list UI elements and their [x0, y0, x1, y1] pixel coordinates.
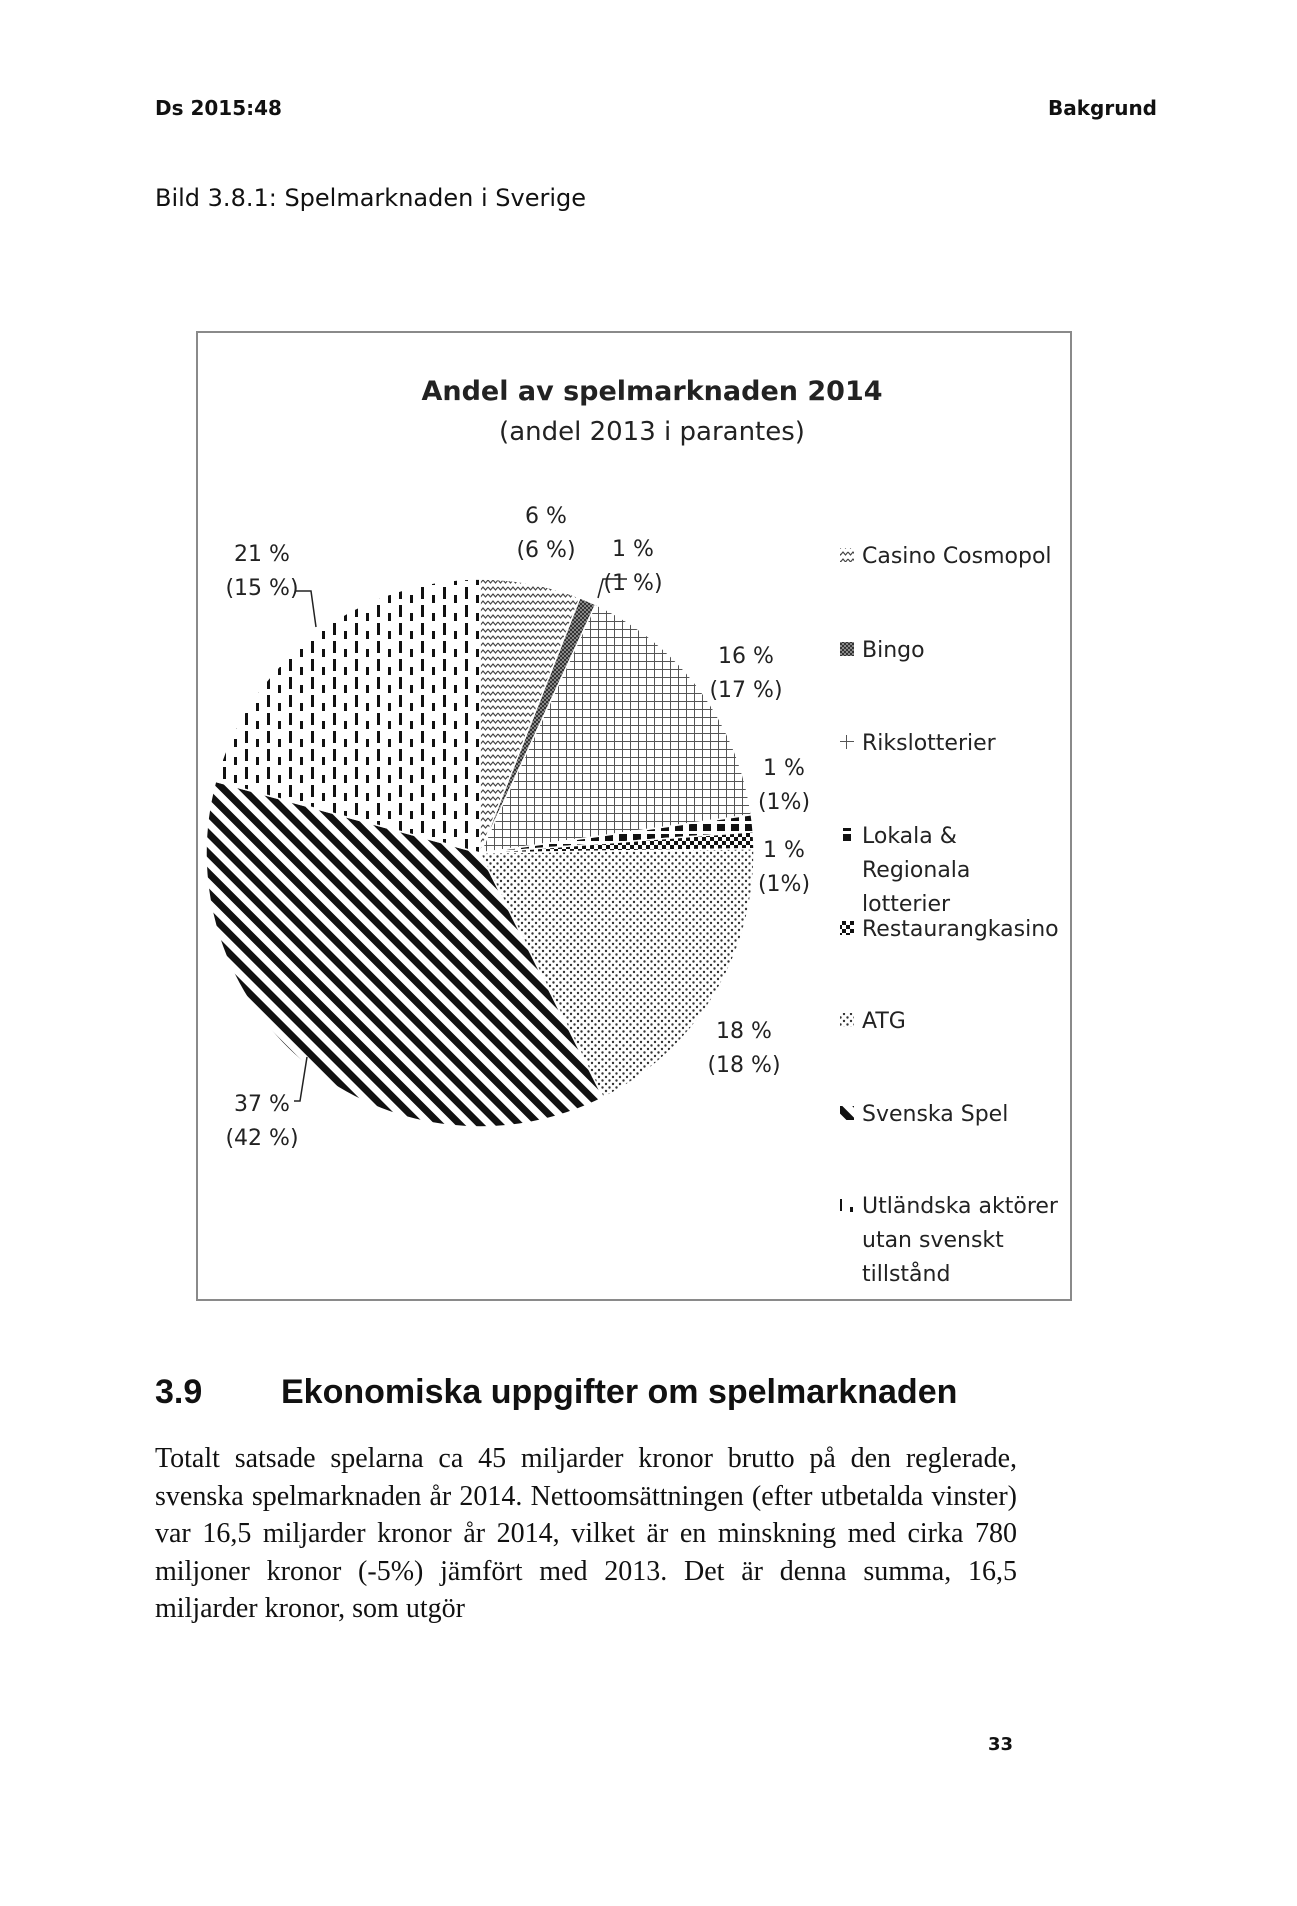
- data-label-2013-atg: (18 %): [707, 1053, 781, 1078]
- data-label-2014-svenska-spel: 37 %: [234, 1092, 290, 1117]
- legend-label-utlandska-aktorer-utan-svenskt-tillstand-line-3: tillstånd: [862, 1262, 951, 1287]
- running-header-right: Bakgrund: [1047, 96, 1157, 120]
- data-label-2014-utlandska-aktorer-utan-svenskt-tillstand: 21 %: [234, 542, 290, 567]
- data-label-2014-lokala-and-regionala-lotterier: 1 %: [763, 756, 805, 781]
- page-number: 33: [988, 1734, 1014, 1755]
- legend-swatch-lokala-and-regionala-lotterier: [840, 828, 854, 842]
- chart-title: Andel av spelmarknaden 2014: [421, 376, 883, 407]
- legend-swatch-atg: [840, 1013, 854, 1027]
- section-number: 3.9: [155, 1373, 203, 1411]
- pie-chart: [198, 333, 1070, 1299]
- data-label-2014-bingo: 1 %: [612, 537, 654, 562]
- data-label-2014-restaurangkasino: 1 %: [763, 838, 805, 863]
- legend-label-lokala-and-regionala-lotterier-line-2: Regionala: [862, 858, 971, 883]
- legend-swatch-bingo: [840, 642, 854, 656]
- legend-swatch-restaurangkasino: [840, 921, 854, 935]
- data-label-2013-casino-cosmopol: (6 %): [516, 538, 576, 563]
- legend-label-atg: ATG: [862, 1009, 906, 1034]
- data-label-2014-rikslotterier: 16 %: [718, 644, 774, 669]
- legend-label-casino-cosmopol: Casino Cosmopol: [862, 544, 1052, 569]
- data-label-2014-casino-cosmopol: 6 %: [525, 504, 567, 529]
- legend-swatch-rikslotterier: [840, 735, 854, 749]
- legend-label-utlandska-aktorer-utan-svenskt-tillstand-line-2: utan svenskt: [862, 1228, 1004, 1253]
- data-label-2013-lokala-and-regionala-lotterier: (1%): [757, 790, 811, 815]
- legend-label-lokala-and-regionala-lotterier-line-1: Lokala &: [862, 824, 957, 849]
- data-label-2013-bingo: (1 %): [603, 571, 663, 596]
- chart-subtitle: (andel 2013 i parantes): [499, 417, 805, 447]
- figure-caption: Bild 3.8.1: Spelmarknaden i Sverige: [155, 184, 586, 212]
- section-title: Ekonomiska uppgifter om spelmarknaden: [281, 1373, 958, 1411]
- legend-label-utlandska-aktorer-utan-svenskt-tillstand-line-1: Utländska aktörer: [862, 1194, 1058, 1219]
- running-header-left: Ds 2015:48: [155, 96, 282, 120]
- legend-swatch-utlandska-aktorer-utan-svenskt-tillstand: [840, 1198, 854, 1212]
- pie-slices: [206, 579, 754, 1127]
- legend-label-svenska-spel: Svenska Spel: [862, 1102, 1009, 1127]
- body-paragraph: Totalt satsade spelarna ca 45 miljarder kronor brutto på den reglerade, svenska spelmarknaden år 2014. Nettoomsättningen (efter utbetalda vinster) var 16,5 miljarder kronor år 2014, vilket är en minskning med cirka 780 miljoner kronor (-5%) jämfört med 2013. Det är denna summa, 16,5 miljarder kronor, som utgör: [155, 1443, 1017, 1624]
- data-label-2014-atg: 18 %: [716, 1019, 772, 1044]
- legend-swatch-svenska-spel: [840, 1106, 854, 1120]
- legend-label-rikslotterier: Rikslotterier: [862, 731, 996, 756]
- data-label-2013-rikslotterier: (17 %): [709, 678, 783, 703]
- data-label-2013-restaurangkasino: (1%): [757, 872, 811, 897]
- pie-chart-frame: [196, 331, 1072, 1301]
- legend-label-lokala-and-regionala-lotterier-line-3: lotterier: [862, 892, 951, 917]
- chart-legend: [840, 544, 1059, 1287]
- legend-label-restaurangkasino: Restaurangkasino: [862, 917, 1059, 942]
- legend-label-bingo: Bingo: [862, 638, 925, 663]
- data-label-2013-utlandska-aktorer-utan-svenskt-tillstand: (15 %): [225, 576, 299, 601]
- data-label-2013-svenska-spel: (42 %): [225, 1126, 299, 1151]
- section-heading: [155, 1373, 957, 1412]
- legend-swatch-casino-cosmopol: [840, 548, 854, 562]
